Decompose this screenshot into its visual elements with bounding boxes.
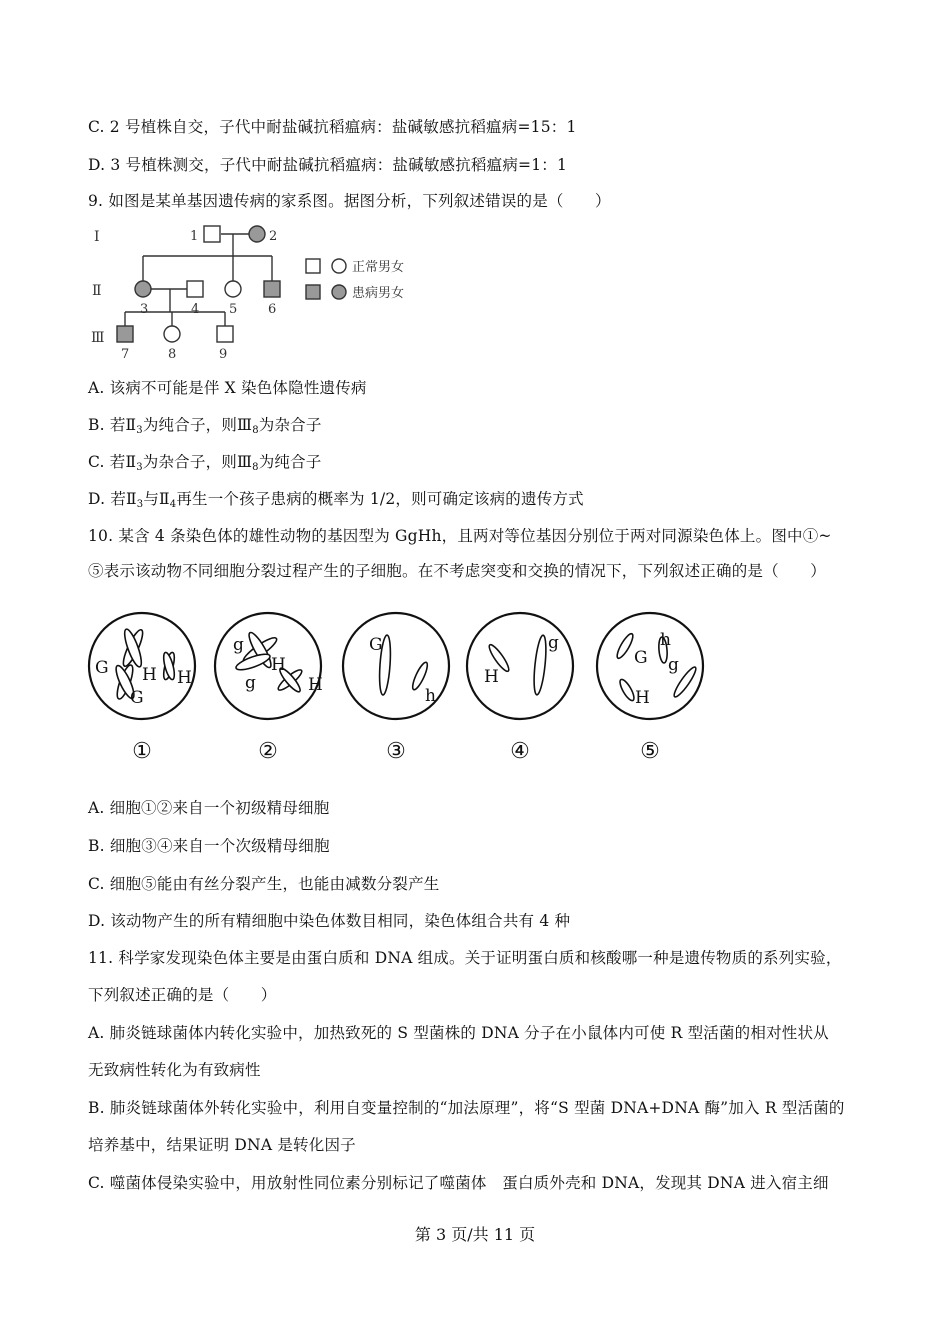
cell-1-number: ① [132, 739, 152, 764]
gen-label-1: Ⅰ [94, 229, 100, 245]
q10-option-b: B. 细胞③④来自一个次级精母细胞 [88, 837, 330, 855]
cell-2-gene-g2: g [245, 673, 256, 693]
legend-normal-female [332, 259, 346, 273]
q10-option-a: A. 细胞①②来自一个初级精母细胞 [88, 799, 330, 817]
q9-option-b: B. 若$Ⅱ_3$为纯合子，则$Ⅲ_8$为杂合子 [88, 416, 322, 436]
label-2: 2 [269, 229, 278, 244]
cell-division-figure [85, 610, 725, 770]
q9-stem: 9. 如图是某单基因遗传病的家系图。据图分析，下列叙述错误的是（ ） [88, 192, 611, 210]
q11-option-b-line2: 培养基中，结果证明 DNA 是转化因子 [88, 1136, 356, 1154]
q10-stem-line1: 10. 某含 4 条染色体的雄性动物的基因型为 GgHh，且两对等位基因分别位于两对同源染色体上。图中①~ [88, 527, 832, 545]
individual-1-normal-male [204, 226, 220, 242]
cell-2-gene-H2: H [308, 675, 323, 695]
q11-option-c-line1: C. 噬菌体侵染实验中，用放射性同位素分别标记了噬菌体 蛋白质外壳和 DNA，发现其 DNA 进入宿主细 [88, 1174, 829, 1192]
cell-4 [467, 613, 573, 719]
individual-4-normal-male [187, 281, 203, 297]
gen-label-2: Ⅱ [92, 283, 102, 299]
label-1: 1 [190, 229, 199, 244]
cell-4-number: ④ [510, 739, 530, 764]
q9-option-c: C. 若$Ⅱ_3$为杂合子，则$Ⅲ_8$为纯合子 [88, 453, 322, 473]
cell-5-gene-g: g [668, 655, 679, 675]
label-3: 3 [140, 302, 149, 317]
cell-3-gene-h: h [425, 686, 436, 706]
gen-label-3: Ⅲ [91, 330, 105, 346]
cell-1-gene-H1: H [142, 665, 157, 685]
cell-1-gene-G2: G [130, 688, 144, 708]
cell-2-gene-g1: g [233, 635, 244, 655]
individual-2-affected-female [249, 226, 265, 242]
q11-stem-line1: 11. 科学家发现染色体主要是由蛋白质和 DNA 组成。关于证明蛋白质和核酸哪一种是遗传物质的系列实验， [88, 949, 842, 967]
cell-5-gene-h: h [660, 630, 671, 650]
q9-option-d: D. 若$Ⅱ_3$与$Ⅱ_4$再生一个孩子患病的概率为 1/2，则可确定该病的遗传方式 [88, 490, 584, 510]
individual-6-affected-male [264, 281, 280, 297]
q8-option-d: D. 3 号植株测交，子代中耐盐碱抗稻瘟病：盐碱敏感抗稻瘟病=1：1 [88, 156, 568, 174]
label-7: 7 [121, 347, 130, 362]
individual-8-normal-female [164, 326, 180, 342]
cell-4-gene-H: H [484, 667, 499, 687]
label-4: 4 [191, 302, 200, 317]
individual-5-normal-female [225, 281, 241, 297]
legend-affected-label: 患病男女 [352, 286, 405, 301]
label-6: 6 [268, 302, 277, 317]
individual-7-affected-male [117, 326, 133, 342]
cell-5 [597, 613, 703, 719]
cell-5-gene-G: G [634, 648, 648, 668]
q11-option-b-line1: B. 肺炎链球菌体外转化实验中，利用自变量控制的“加法原理”，将“S 型菌 DNA+DNA 酶”加入 R 型活菌的 [88, 1099, 845, 1117]
individual-9-normal-male [217, 326, 233, 342]
q11-option-a-line2: 无致病性转化为有致病性 [88, 1061, 261, 1079]
q11-option-a-line1: A. 肺炎链球菌体内转化实验中，加热致死的 S 型菌株的 DNA 分子在小鼠体内可使 R 型活菌的相对性状从 [88, 1024, 829, 1042]
q10-option-d: D. 该动物产生的所有精细胞中染色体数目相同，染色体组合共有 4 种 [88, 912, 571, 930]
q9-option-a: A. 该病不可能是伴 X 染色体隐性遗传病 [88, 379, 367, 397]
legend-affected-female [332, 285, 346, 299]
page-number: 第 3 页/共 11 页 [414, 1225, 536, 1244]
label-9: 9 [219, 347, 228, 362]
cell-2-gene-H1: H [271, 655, 286, 675]
q10-stem-line2: ⑤表示该动物不同细胞分裂过程产生的子细胞。在不考虑突变和交换的情况下，下列叙述正确的是（ ） [88, 562, 826, 580]
cell-3-number: ③ [386, 739, 406, 764]
q10-option-c: C. 细胞⑤能由有丝分裂产生，也能由减数分裂产生 [88, 875, 440, 893]
cell-2-number: ② [258, 739, 278, 764]
legend-normal-label: 正常男女 [352, 260, 405, 275]
cell-1-gene-H2: H [177, 668, 192, 688]
pedigree-chart [88, 222, 438, 362]
individual-3-affected-female [135, 281, 151, 297]
label-5: 5 [229, 302, 238, 317]
legend-affected-male [306, 285, 320, 299]
label-8: 8 [168, 347, 177, 362]
cell-5-number: ⑤ [640, 739, 660, 764]
cell-5-gene-H: H [635, 688, 650, 708]
legend-normal-male [306, 259, 320, 273]
cell-4-gene-g: g [548, 633, 559, 653]
q11-stem-line2: 下列叙述正确的是（ ） [88, 986, 277, 1004]
q8-option-c: C. 2 号植株自交，子代中耐盐碱抗稻瘟病：盐碱敏感抗稻瘟病=15：1 [88, 118, 577, 136]
cell-1-gene-G1: G [95, 658, 109, 678]
cell-3-gene-G: G [369, 635, 383, 655]
